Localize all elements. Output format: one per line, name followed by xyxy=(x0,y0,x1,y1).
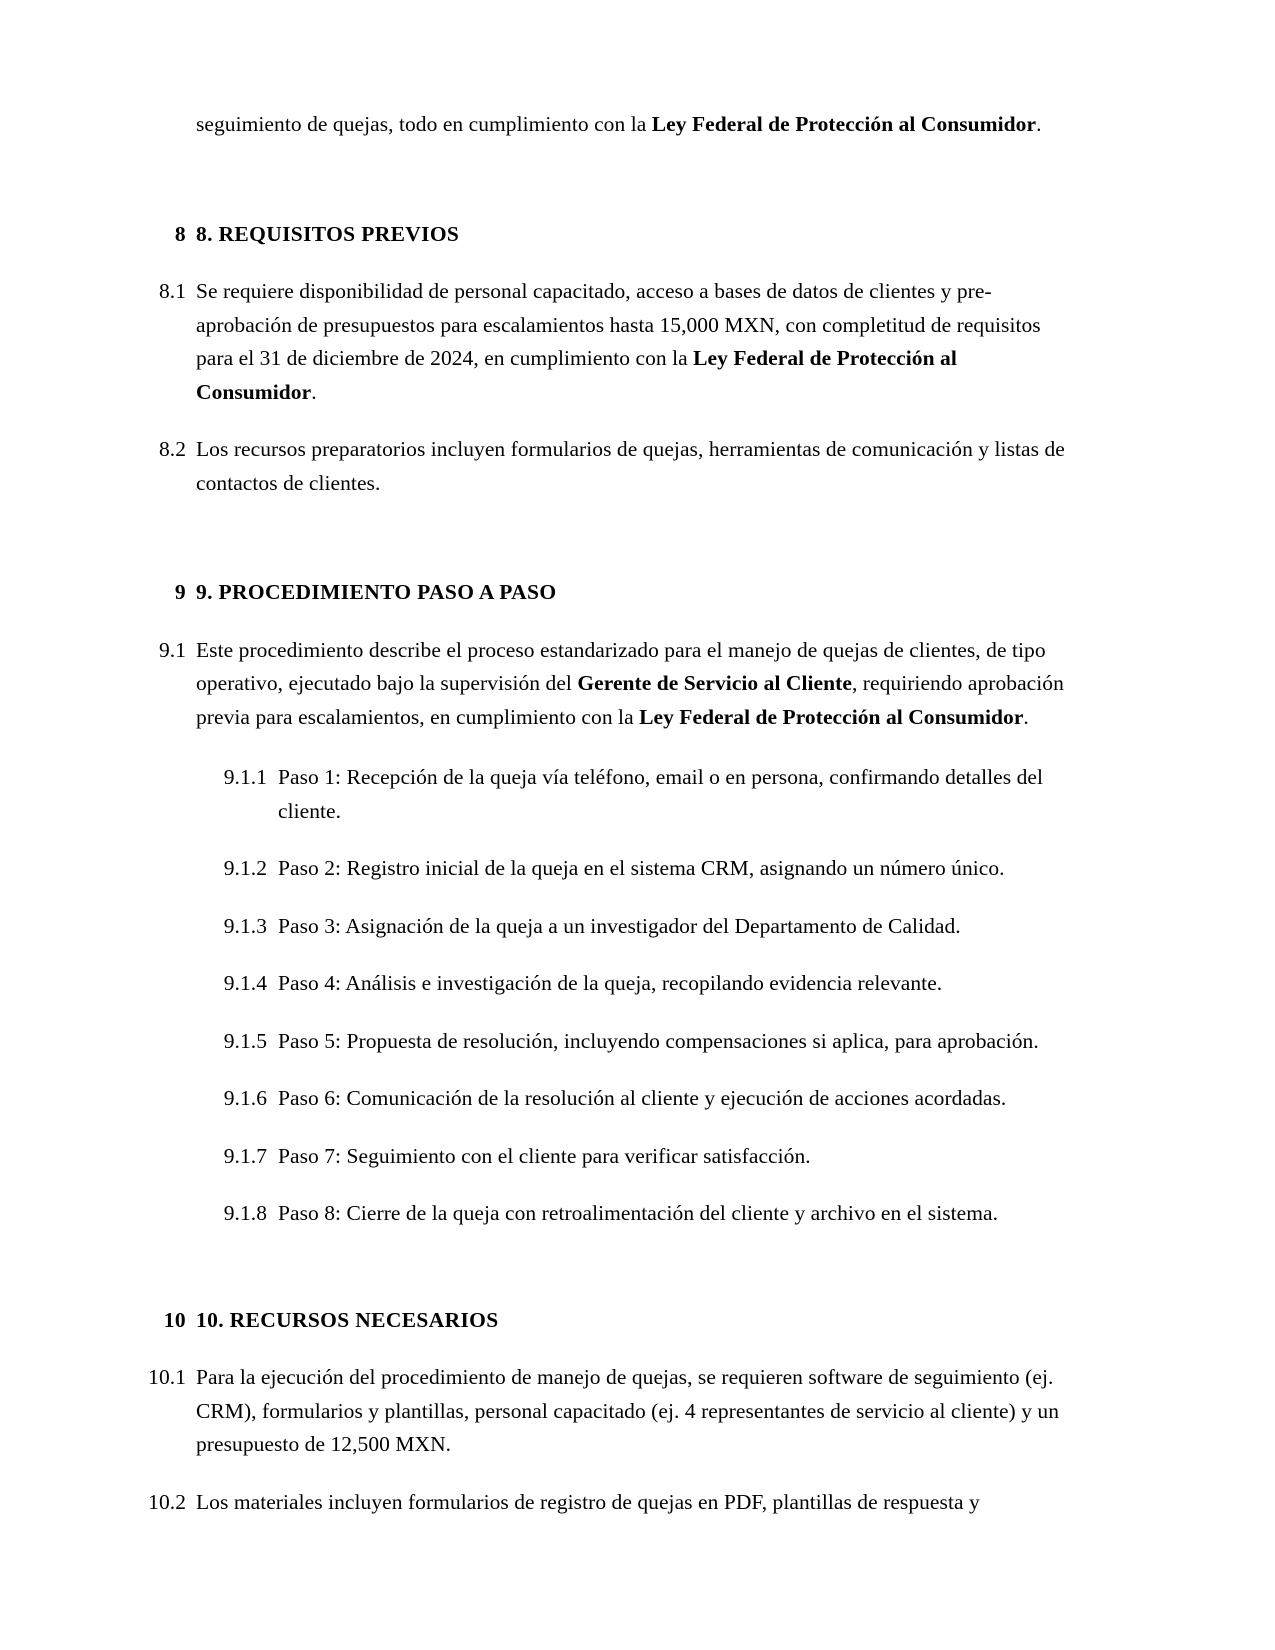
step-number-9-1-2: 9.1.2 xyxy=(223,856,267,880)
step-number-9-1-6: 9.1.6 xyxy=(223,1086,267,1110)
paragraph-9-1 xyxy=(132,634,1090,735)
section-number-9: 9 xyxy=(174,580,186,604)
section-number-8: 8 xyxy=(174,221,186,246)
step-item-9-1-7 xyxy=(214,1140,1090,1174)
step-text-9-1-7: Paso 7: Seguimiento con el cliente para verificar satisfacción. xyxy=(278,1143,811,1168)
step-number-9-1-3: 9.1.3 xyxy=(223,913,267,938)
legal-reference-bold: Ley Federal de Protección al Consumidor xyxy=(651,112,1037,136)
step-text-9-1-5: Paso 5: Propuesta de resolución, incluyendo compensaciones si aplica, para aprobación. xyxy=(278,1028,1039,1053)
paragraph-number-9-1: 9.1 xyxy=(158,637,186,662)
continuation-text-lead: seguimiento de quejas, todo en cumplimiento con la xyxy=(196,112,652,136)
step-item-9-1-1 xyxy=(214,761,1090,828)
section-heading-8 xyxy=(132,218,1090,252)
step-number-9-1-8: 9.1.8 xyxy=(223,1201,267,1225)
section-number-10: 10 xyxy=(163,1307,186,1332)
step-item-9-1-5 xyxy=(214,1025,1090,1059)
paragraph-number-10-2: 10.2 xyxy=(148,1489,186,1514)
section-title-9: 9. PROCEDIMIENTO PASO A PASO xyxy=(196,580,557,604)
paragraph-text-8-2: Los recursos preparatorios incluyen formularios de quejas, herramientas de comunicación y listas de contactos de clientes. xyxy=(196,437,1065,495)
paragraph-text-10-2: Los materiales incluyen formularios de registro de quejas en PDF, plantillas de respuesta y xyxy=(196,1489,980,1514)
step-item-9-1-4 xyxy=(214,967,1090,1001)
paragraph-8-1-legal-reference: Ley Federal de Protección al Consumidor xyxy=(196,346,957,404)
paragraph-text-10-1: Para la ejecución del procedimiento de manejo de quejas, se requieren software de seguimiento (ej. CRM), formularios y plantillas, personal capacitado (ej. 4 representantes de servicio al cliente) y un presupuesto de 12,500 MXN. xyxy=(196,1365,1060,1456)
section-title-10: 10. RECURSOS NECESARIOS xyxy=(196,1307,499,1332)
section-title-8: 8. REQUISITOS PREVIOS xyxy=(196,221,460,246)
step-number-9-1-1: 9.1.1 xyxy=(223,765,267,789)
step-item-9-1-3 xyxy=(214,910,1090,944)
step-text-9-1-2: Paso 2: Registro inicial de la queja en el sistema CRM, asignando un número único. xyxy=(278,856,1005,880)
paragraph-8-1-tail: . xyxy=(311,379,317,404)
paragraph-9-1-part-3: . xyxy=(1023,704,1029,729)
continuation-text-tail: . xyxy=(1036,112,1042,136)
step-number-9-1-5: 9.1.5 xyxy=(223,1028,267,1053)
continuation-paragraph xyxy=(196,108,1076,142)
paragraph-8-1 xyxy=(132,275,1090,409)
paragraph-text-9-1 xyxy=(196,634,1072,735)
step-item-9-1-6 xyxy=(214,1082,1090,1116)
paragraph-number-8-2: 8.2 xyxy=(158,437,186,461)
paragraph-number-8-1: 8.1 xyxy=(158,279,186,303)
step-text-9-1-6: Paso 6: Comunicación de la resolución al cliente y ejecución de acciones acordadas. xyxy=(278,1086,1007,1110)
step-text-9-1-8: Paso 8: Cierre de la queja con retroalimentación del cliente y archivo en el sistema. xyxy=(278,1201,999,1225)
step-item-9-1-8 xyxy=(214,1197,1090,1231)
paragraph-10-2 xyxy=(132,1486,1090,1520)
paragraph-number-10-1: 10.1 xyxy=(148,1365,186,1389)
paragraph-9-1-legal-reference: Ley Federal de Protección al Consumidor xyxy=(639,704,1024,729)
section-heading-9 xyxy=(132,576,1090,610)
paragraph-8-1-lead: Se requiere disponibilidad de personal capacitado, acceso a bases de datos de clientes y pre-aprobación de presupuestos para escalamientos hasta 15,000 MXN, con completitud de requisitos para el 31 de diciembre de 2024, en cumplimiento con la xyxy=(196,279,1041,370)
step-number-9-1-7: 9.1.7 xyxy=(223,1143,267,1168)
paragraph-10-1 xyxy=(132,1361,1090,1462)
section-heading-10 xyxy=(132,1304,1090,1338)
step-item-9-1-2 xyxy=(214,852,1090,886)
paragraph-9-1-part-2: , requiriendo aprobación previa para escalamientos, en cumplimiento con la xyxy=(196,671,1064,729)
step-number-9-1-4: 9.1.4 xyxy=(223,971,267,995)
paragraph-8-2 xyxy=(132,433,1090,500)
paragraph-text-8-1 xyxy=(196,275,1072,409)
step-text-9-1-1: Paso 1: Recepción de la queja vía teléfono, email o en persona, confirmando detalles del cliente. xyxy=(278,765,1043,823)
step-text-9-1-4: Paso 4: Análisis e investigación de la queja, recopilando evidencia relevante. xyxy=(278,971,943,995)
paragraph-9-1-role-bold: Gerente de Servicio al Cliente xyxy=(577,671,852,695)
paragraph-9-1-part-1: Este procedimiento describe el proceso estandarizado para el manejo de quejas de clientes, de tipo operativo, ejecutado bajo la supervisión del xyxy=(196,637,1046,695)
step-text-9-1-3: Paso 3: Asignación de la queja a un investigador del Departamento de Calidad. xyxy=(278,913,961,938)
